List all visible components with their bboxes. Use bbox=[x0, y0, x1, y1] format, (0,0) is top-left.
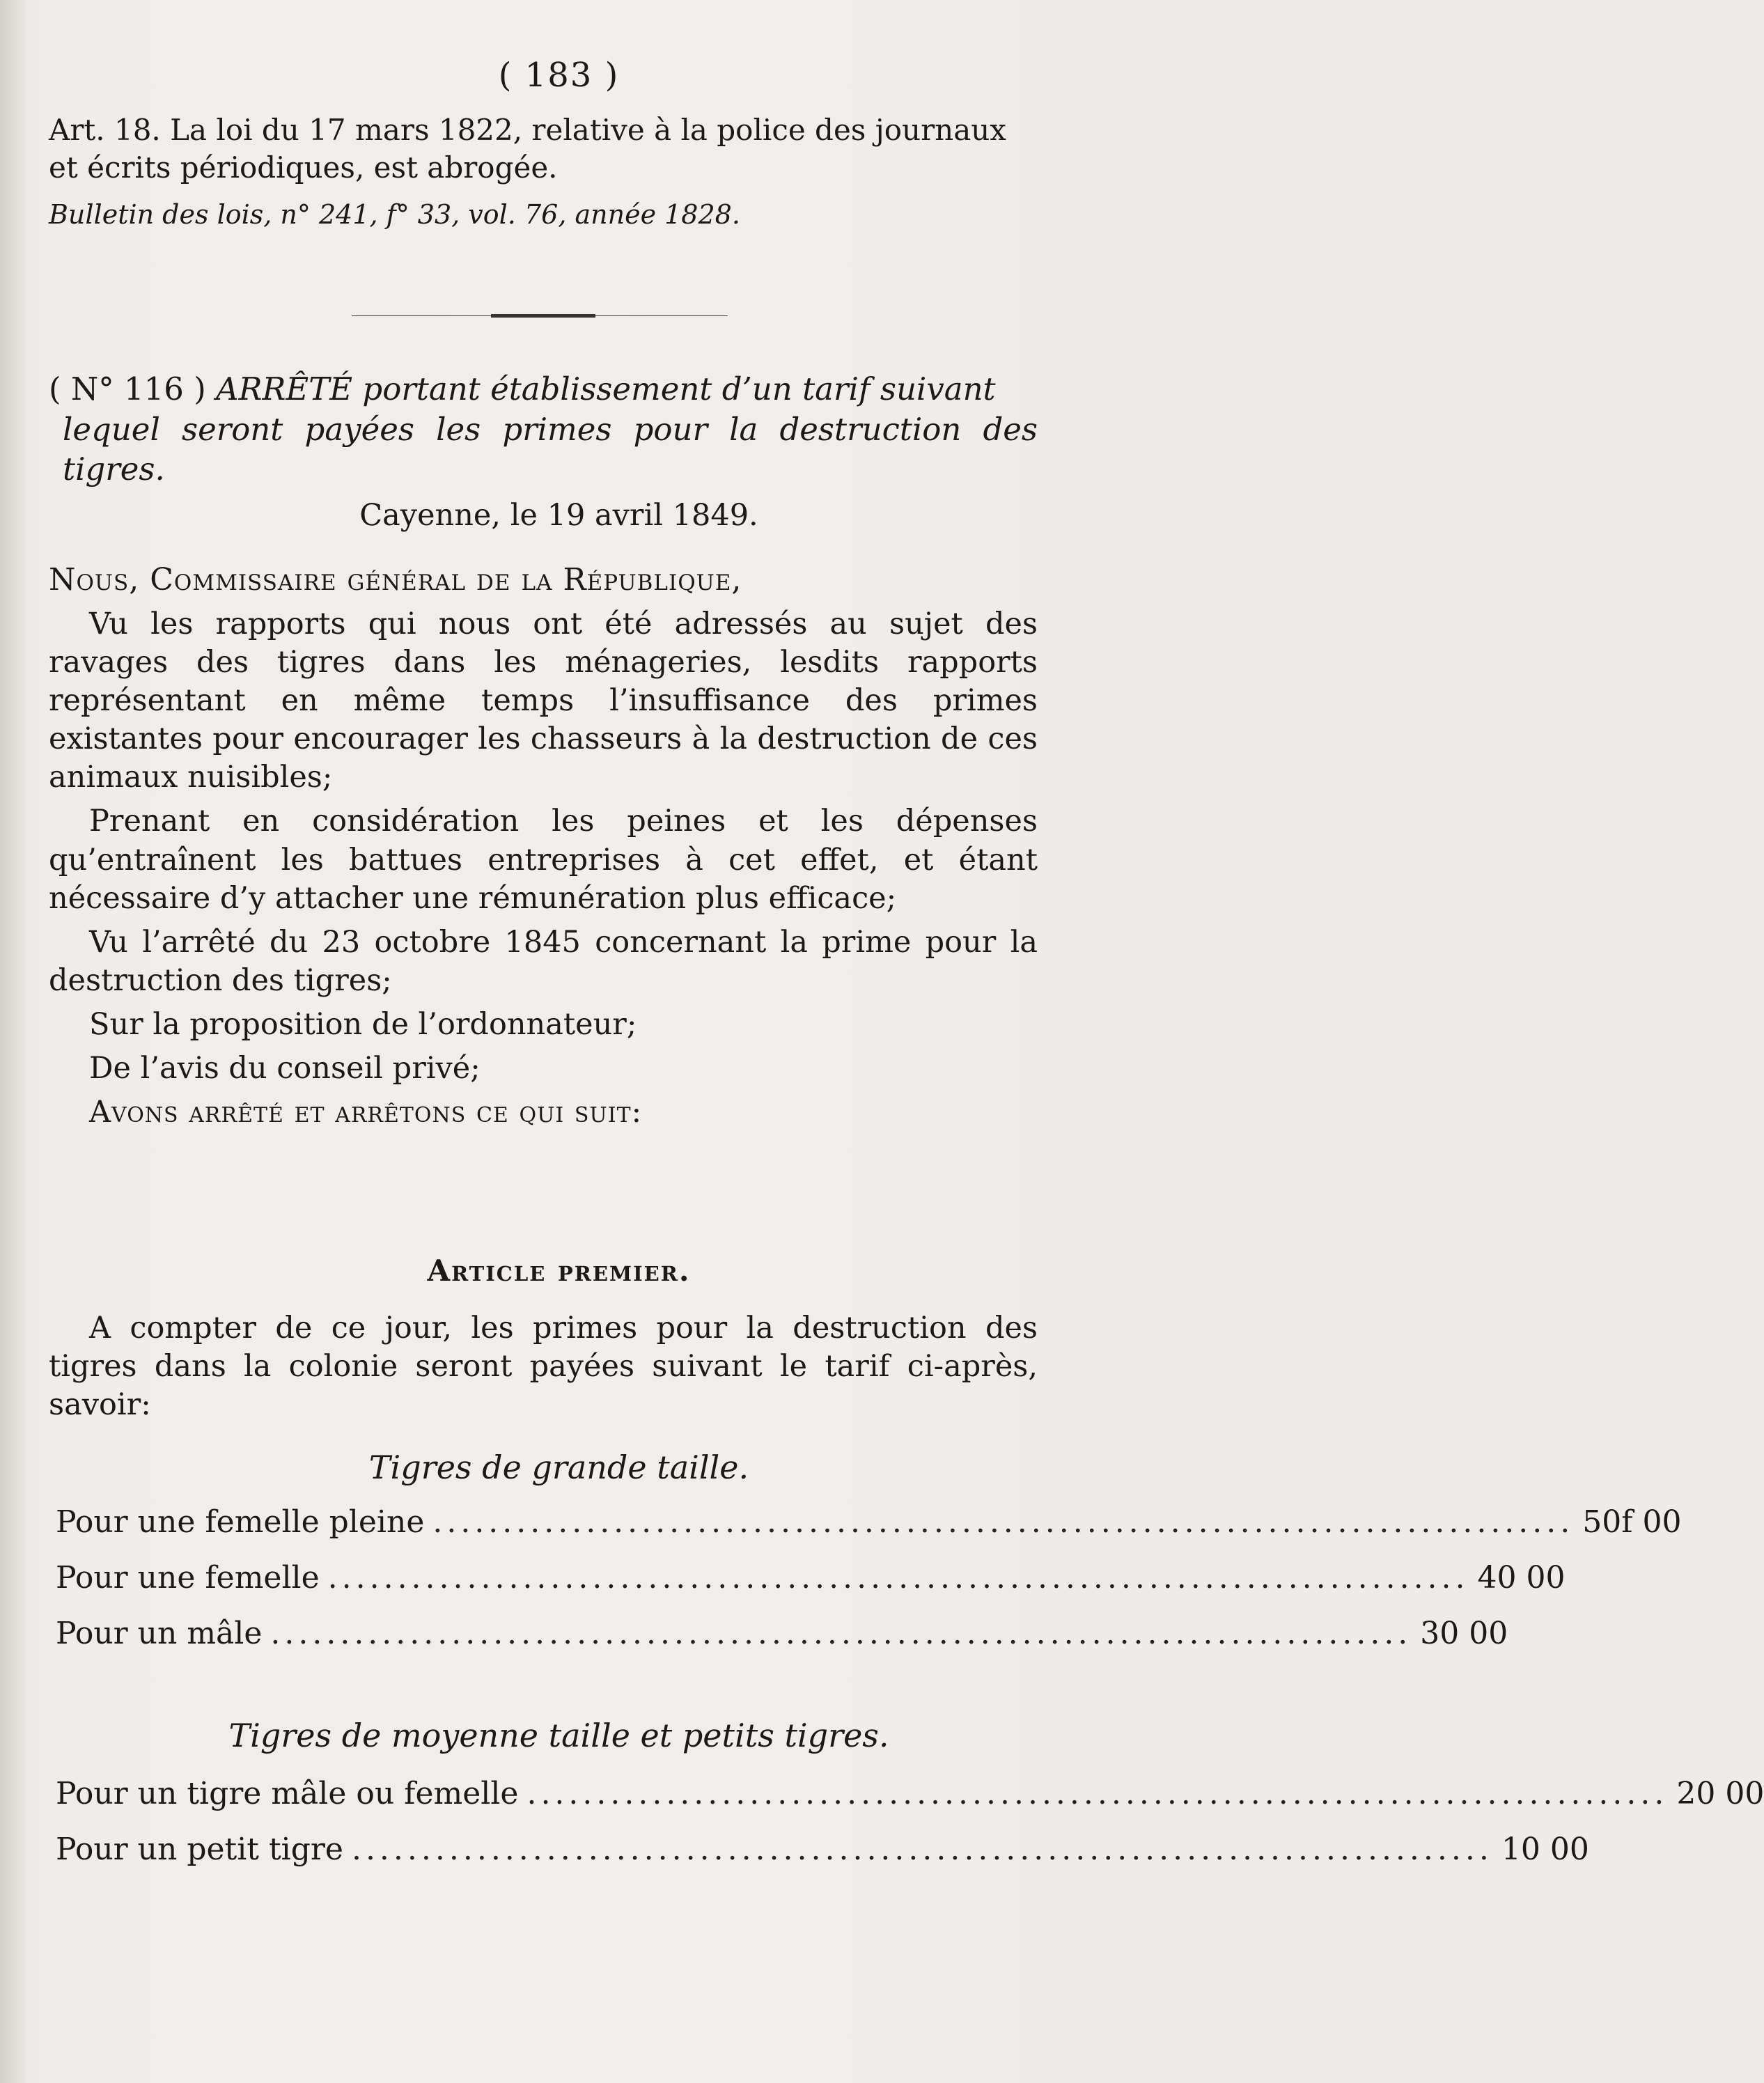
preamble-prenant: Prenant en considération les peines et les dépenses qu’entraînent les battues entreprises à cet effet, et étant nécessaire d’y attacher une rémunération plus efficace; bbox=[49, 804, 1038, 916]
tariff-amount: 30 00 bbox=[1420, 1616, 1508, 1651]
tariff-large-heading: Tigres de grande taille. bbox=[368, 1449, 749, 1486]
tariff-row bbox=[56, 1504, 1682, 1545]
leader-dots: .................................................................................. bbox=[526, 1776, 1669, 1811]
leader-dots: .................................................................................. bbox=[351, 1832, 1493, 1867]
tariff-label: Pour un mâle bbox=[56, 1616, 263, 1651]
preamble-avis: De l’avis du conseil privé; bbox=[89, 1050, 481, 1086]
tariff-amount: 50f 00 bbox=[1582, 1504, 1682, 1540]
article-18 bbox=[49, 111, 1038, 231]
leader-dots: .................................................................................. bbox=[270, 1616, 1412, 1651]
section-divider bbox=[352, 313, 728, 318]
tariff-label: Pour un petit tigre bbox=[56, 1832, 343, 1867]
preamble-proposition: Sur la proposition de l’ordonnateur; bbox=[89, 1006, 637, 1042]
preamble-vu-arrete: Vu l’arrêté du 23 octobre 1845 concernant la prime pour la destruction des tigres; bbox=[49, 924, 1038, 998]
tariff-label: Pour une femelle bbox=[56, 1560, 320, 1596]
leader-dots: .................................................................................. bbox=[327, 1560, 1469, 1596]
tariff-amount: 20 00 bbox=[1676, 1776, 1764, 1811]
preamble-vu-rapports: Vu les rapports qui nous ont été adressés au sujet des ravages des tigres dans les ménageries, lesdits rapports représentant en même temps l’insuffisance des primes existantes pour encourager les chasseurs à la destruction de ces animaux nuisibles; bbox=[49, 607, 1038, 795]
article-text-block bbox=[49, 1309, 1038, 1424]
tariff-label: Pour un tigre mâle ou femelle bbox=[56, 1776, 519, 1811]
preamble-nous: Nous, Commissaire général de la République, bbox=[49, 562, 742, 598]
act-title-line2: lequel seront payées les primes pour la destruction des tigres. bbox=[63, 410, 1038, 488]
place-date: Cayenne, le 19 avril 1849. bbox=[359, 498, 758, 533]
act-heading bbox=[49, 369, 1038, 490]
leader-dots: .................................................................................. bbox=[432, 1504, 1575, 1540]
article-text: A compter de ce jour, les primes pour la destruction des tigres dans la colonie seront payées suivant le tarif ci-après, savoir: bbox=[49, 1311, 1038, 1423]
act-number: ( N° 116 ) bbox=[49, 370, 206, 407]
tariff-row bbox=[56, 1776, 1764, 1816]
preamble bbox=[49, 561, 1038, 1132]
preamble-avons-arrete: Avons arrêté et arrêtons ce qui suit: bbox=[89, 1094, 643, 1130]
tariff-amount: 10 00 bbox=[1501, 1832, 1589, 1867]
tariff-row bbox=[56, 1832, 1589, 1872]
tariff-amount: 40 00 bbox=[1477, 1560, 1566, 1596]
tariff-medium-heading: Tigres de moyenne taille et petits tigres. bbox=[228, 1717, 889, 1754]
article-18-line1: Art. 18. La loi du 17 mars 1822, relative à la police des journaux bbox=[49, 113, 1006, 147]
bulletin-reference: Bulletin des lois, n° 241, f° 33, vol. 76, année 1828. bbox=[49, 198, 740, 230]
article-18-line2: et écrits périodiques, est abrogée. bbox=[49, 150, 558, 185]
tariff-row bbox=[56, 1616, 1508, 1656]
page-number: ( 183 ) bbox=[498, 56, 620, 95]
article-title: Article premier. bbox=[427, 1254, 691, 1288]
tariff-row bbox=[56, 1560, 1566, 1600]
tariff-label: Pour une femelle pleine bbox=[56, 1504, 425, 1540]
act-title-line1: ARRÊTÉ portant établissement d’un tarif suivant bbox=[216, 370, 996, 407]
